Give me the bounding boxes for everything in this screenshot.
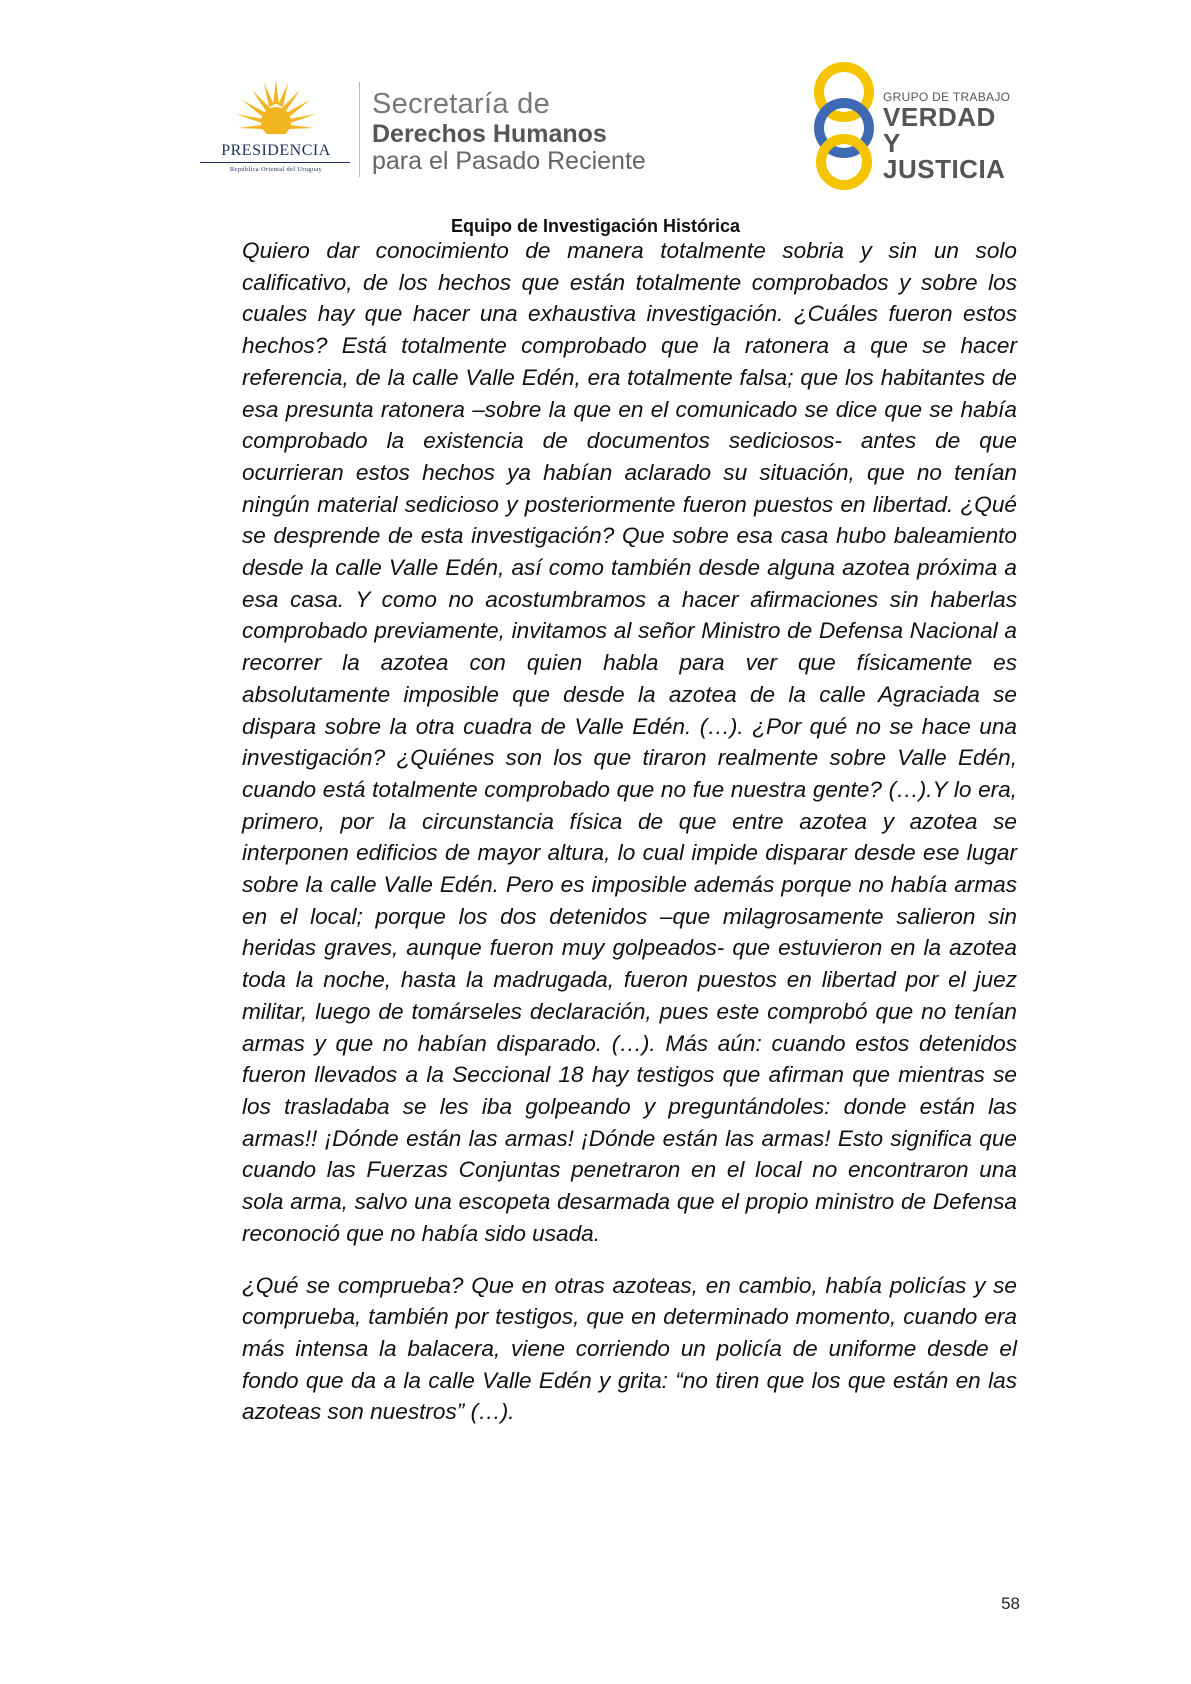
paragraph: Quiero dar conocimiento de manera totalmente sobria y sin un solo calificativo, de los hechos que están totalmente comprobados y sobre los cuales hay que hacer una exhaustiva investigación. ¿Cuáles fueron estos hechos? Está totalmente comprobado que la ratonera a que se hacer referencia, de la calle Valle Edén, era totalmente falsa; que los habitantes de esa presunta ratonera –sobre la que en el comunicado se dice que se había comprobado la existencia de documentos sediciosos- antes de que ocurrieran estos hechos ya habían aclarado su situación, que no tenían ningún material sedicioso y posteriormente fueron puestos en libertad. ¿Qué se desprende de esta investigación? Que sobre esa casa hubo baleamiento desde la calle Valle Edén, así como también desde alguna azotea próxima a esa casa. Y como no acostumbramos a hacer afirmaciones sin haberlas comprobado previamente, invitamos al señor Ministro de Defensa Nacional a recorrer la azotea con quien habla para ver que físicamente es absolutamente imposible que desde la azotea de la calle Agraciada se dispara sobre la otra cuadra de Valle Edén. (…). ¿Por qué no se hace una investigación? ¿Quiénes son los que tiraron realmente sobre Valle Edén, cuando está totalmente comprobado que no fue nuestra gente? (…).Y lo era, primero, por la circunstancia física de que entre azotea y azotea se interponen edificios de mayor altura, lo cual impide disparar desde ese lugar sobre la calle Valle Edén. Pero es imposible además porque no había armas en el local; porque los dos detenidos –que milagrosamente salieron sin heridas graves, aunque fueron muy golpeados- que estuvieron en la azotea toda la noche, hasta la madrugada, fueron puestos en libertad por el juez militar, luego de tomárseles declaración, pues este comprobó que no tenían armas y que no habían disparado. (…). Más aún: cuando estos detenidos fueron llevados a la Seccional 18 hay testigos que afirman que mientras se los trasladaba se les iba golpeando y preguntándoles: donde están las armas!! ¡Dónde están las armas! ¡Dónde están las armas! Esto significa que cuando las Fuerzas Conjuntas penetraron en el local no encontraron una sola arma, salvo una escopeta desarmada que el propio ministro de Defensa reconoció que no había sido usada. [242,238,1017,1246]
paragraph: ¿Qué se comprueba? Que en otras azoteas, en cambio, había policías y se comprueba, también por testigos, que en determinado momento, cuando era más intensa la balacera, viene corriendo un policía de uniforme desde el fondo que da a la calle Valle Edén y grita: “no tiren que los que están en las azoteas son nuestros” (…). [242,1272,1017,1425]
presidencia-name: PRESIDENCIA [221,142,331,159]
linked-rings-icon [808,60,880,190]
sun-icon [234,78,318,144]
presidencia-rule [200,162,350,163]
grupo-trabajo-line2: VERDAD Y [883,102,996,158]
secretaria-line3: para el Pasado Reciente [372,147,646,175]
grupo-trabajo-line3: JUSTICIA [883,154,1006,184]
secretaria-logo-text [372,88,646,174]
grupo-trabajo-logo [808,60,1018,190]
page-header [0,0,1191,210]
secretaria-line2: Derechos Humanos [372,120,607,148]
grupo-trabajo-line1: GRUPO DE TRABAJO [883,90,1011,104]
grupo-trabajo-text [883,90,1018,182]
presidencia-subtitle: República Oriental del Uruguay [229,166,323,173]
team-title: Equipo de Investigación Histórica [450,216,741,236]
presidencia-logo [196,78,356,182]
page-number: 58 [1001,1594,1020,1613]
header-divider [359,82,360,177]
quoted-text [242,235,1017,1428]
secretaria-line1: Secretaría de [372,88,550,120]
